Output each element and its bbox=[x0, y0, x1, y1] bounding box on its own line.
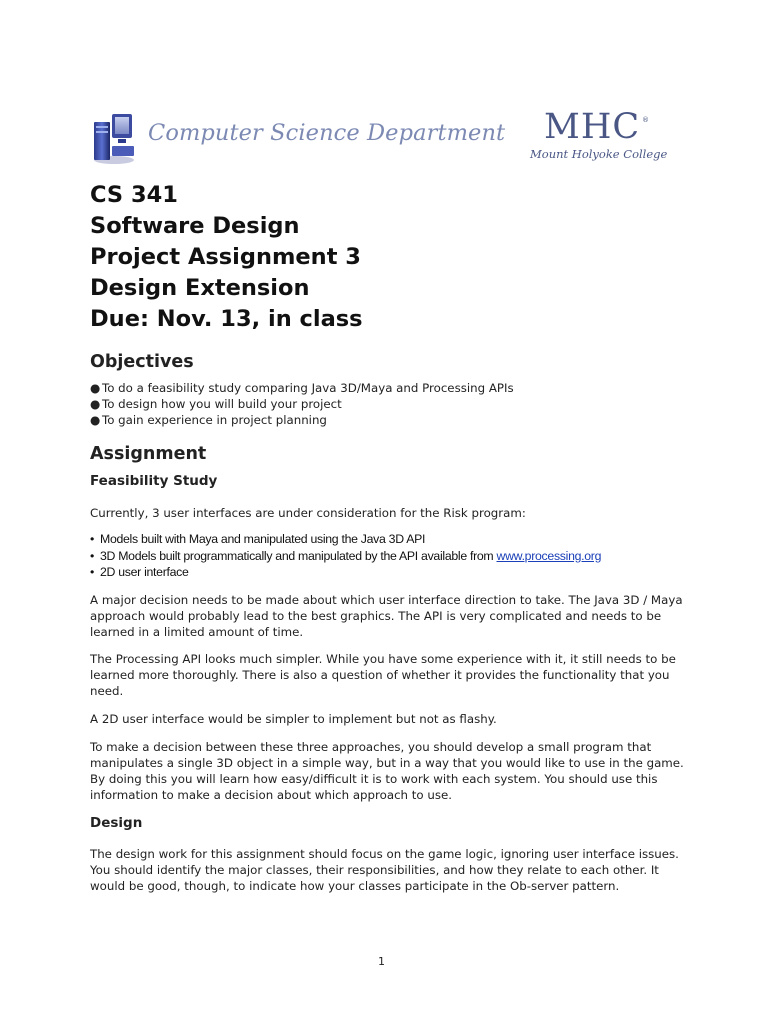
due-date: Due: Nov. 13, in class bbox=[90, 306, 363, 332]
college-name: Mount Holyoke College bbox=[530, 147, 668, 161]
paragraph-processing: The Processing API looks much simpler. While you have some experience with it, it still needs to be learned more thoroughly. There is also a question of whether it provides the functionality that you need. bbox=[90, 652, 676, 698]
assignment-subtitle: Design Extension bbox=[90, 275, 310, 301]
user-interface-options bbox=[90, 531, 601, 581]
assignment-heading: Assignment bbox=[90, 444, 207, 464]
paragraph-design: The design work for this assignment should focus on the game logic, ignoring user interface issues. You should identify the major classes, their responsibilities, and how they relate to each other. It would be good, though, to indicate how your classes participate in the Ob-server pattern. bbox=[90, 847, 679, 893]
assignment-title: Project Assignment 3 bbox=[90, 244, 361, 270]
bullet-icon: • bbox=[90, 548, 95, 563]
list-item: • 2D user interface bbox=[90, 565, 189, 579]
page-number: 1 bbox=[378, 955, 385, 968]
objectives-heading: Objectives bbox=[90, 352, 194, 372]
bullet-icon: • bbox=[90, 532, 95, 546]
computer-tower-icon bbox=[88, 112, 138, 166]
list-item: • 3D Models built programmatically and manipulated by the API available from www.processing.org bbox=[90, 548, 602, 563]
department-title: Computer Science Department bbox=[148, 120, 506, 146]
bullet-icon: • bbox=[90, 565, 95, 579]
list-item: ● To design how you will build your project bbox=[90, 397, 342, 411]
paragraph-2d: A 2D user interface would be simpler to implement but not as flashy. bbox=[90, 712, 497, 726]
design-heading: Design bbox=[90, 815, 143, 831]
processing-link[interactable]: www.processing.org bbox=[496, 548, 602, 563]
course-number: CS 341 bbox=[90, 182, 178, 208]
bullet-icon: ● bbox=[90, 397, 101, 411]
feasibility-heading: Feasibility Study bbox=[90, 473, 218, 489]
title-block bbox=[90, 180, 363, 335]
college-logo-letters: MHC bbox=[544, 107, 641, 147]
list-item: • Models built with Maya and manipulated using the Java 3D API bbox=[90, 532, 426, 546]
objectives-list bbox=[90, 380, 514, 428]
registered-mark: ® bbox=[642, 116, 649, 124]
course-name: Software Design bbox=[90, 213, 300, 239]
paragraph-decision: A major decision needs to be made about which user interface direction to take. The Java 3D / Maya approach would probably lead to the best graphics. The API is very complicated and needs to be learned in a limited amount of time. bbox=[90, 593, 683, 639]
college-logo bbox=[528, 108, 673, 166]
list-item: ● To gain experience in project planning bbox=[90, 413, 327, 427]
page-header bbox=[88, 108, 678, 168]
bullet-icon: ● bbox=[90, 413, 101, 427]
list-item: ● To do a feasibility study comparing Java 3D/Maya and Processing APIs bbox=[90, 381, 514, 395]
bullet-icon: ● bbox=[90, 381, 101, 395]
paragraph-approach: To make a decision between these three approaches, you should develop a small program that manipulates a single 3D object in a simple way, but in a way that you would like to use in the game. By doing this you will learn how easy/difficult it is to work with each system. You should use this information to make a decision about which approach to use. bbox=[90, 740, 684, 802]
feasibility-intro: Currently, 3 user interfaces are under consideration for the Risk program: bbox=[90, 506, 526, 520]
